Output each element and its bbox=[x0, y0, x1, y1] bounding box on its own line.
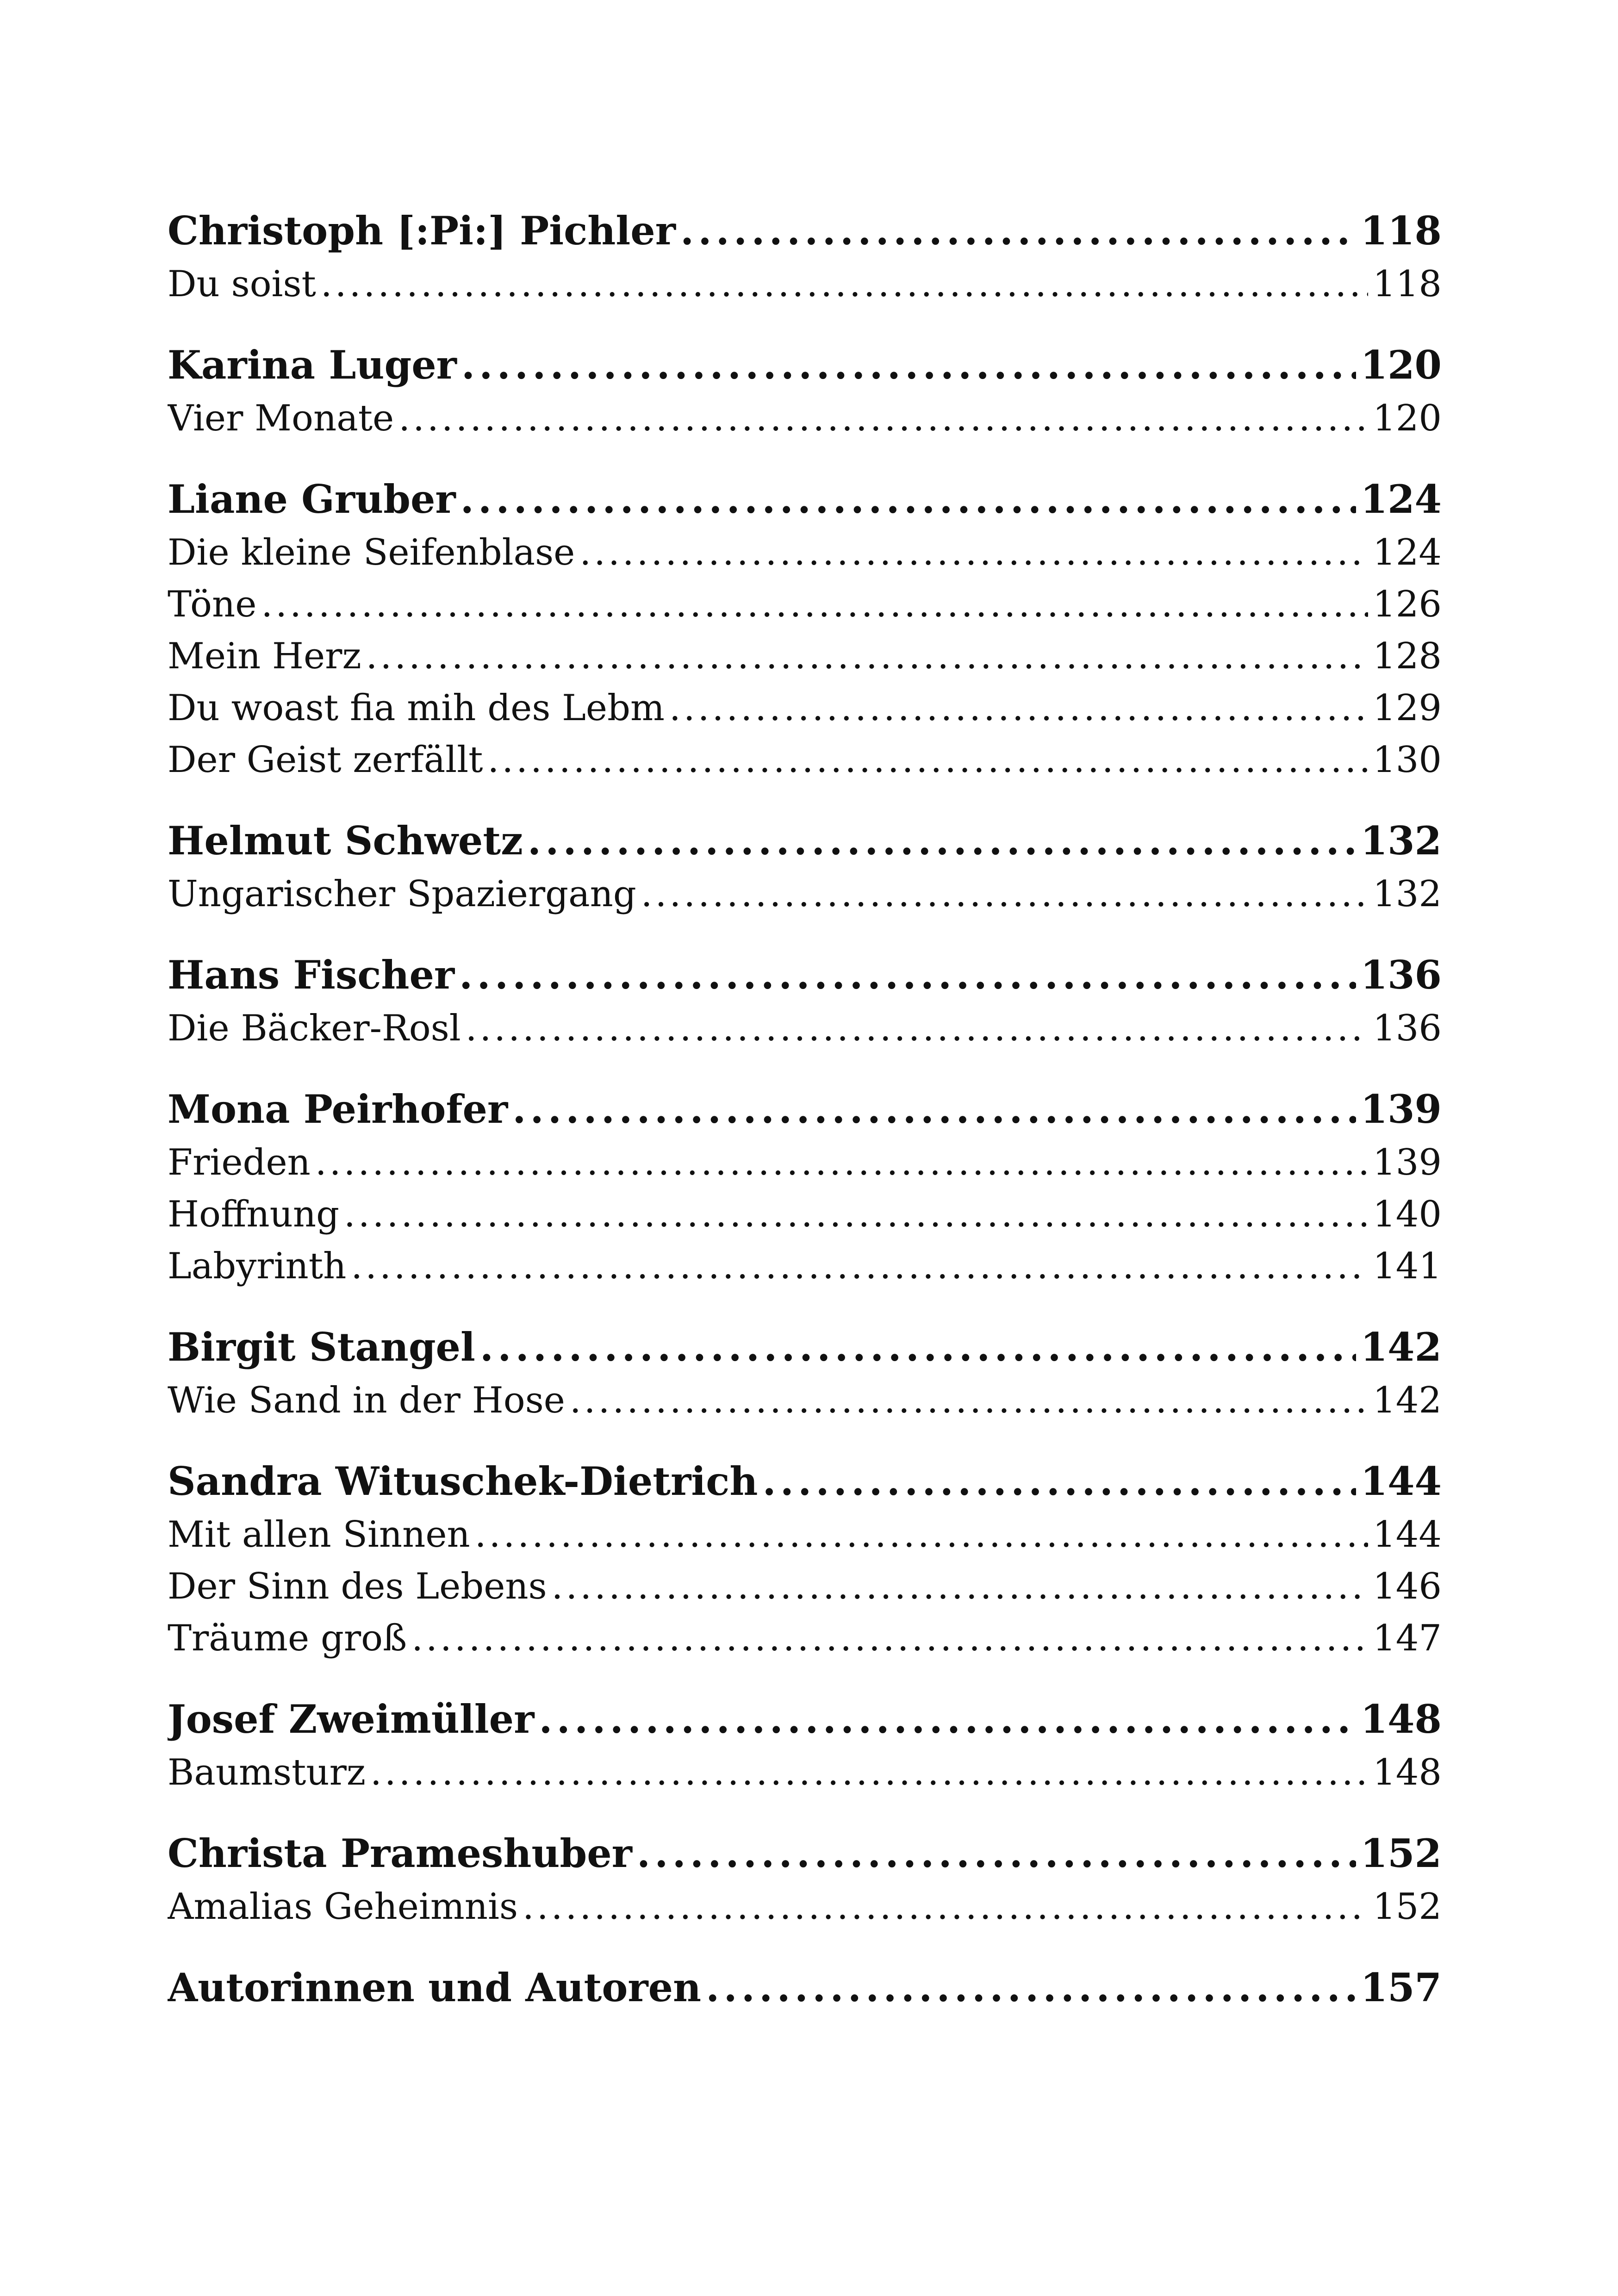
toc-work-entry[interactable] bbox=[168, 1137, 1442, 1188]
work-page-number: 128 bbox=[1373, 635, 1442, 677]
work-title: Du soist bbox=[168, 263, 316, 305]
toc-author-entry[interactable] bbox=[168, 1960, 1442, 2015]
author-name: Christoph [:Pi:] Pichler bbox=[168, 208, 676, 254]
work-title: Vier Monate bbox=[168, 398, 394, 439]
toc-work-entry[interactable] bbox=[168, 1509, 1442, 1561]
dot-leader bbox=[315, 1137, 1368, 1188]
work-title: Die kleine Seifenblase bbox=[168, 532, 575, 573]
author-page-number: 132 bbox=[1360, 818, 1442, 864]
dot-leader bbox=[680, 204, 1356, 258]
work-title: Baumsturz bbox=[168, 1752, 366, 1793]
dot-leader bbox=[351, 1240, 1368, 1292]
dot-leader bbox=[512, 1082, 1356, 1137]
author-name: Christa Prameshuber bbox=[168, 1830, 632, 1876]
author-page-number: 152 bbox=[1360, 1830, 1442, 1876]
toc-section bbox=[168, 1454, 1442, 1664]
toc-work-entry[interactable] bbox=[168, 258, 1442, 310]
work-page-number: 118 bbox=[1373, 263, 1442, 305]
work-title: Die Bäcker-Rosl bbox=[168, 1008, 461, 1049]
work-page-number: 132 bbox=[1373, 873, 1442, 915]
toc-work-entry[interactable] bbox=[168, 1747, 1442, 1798]
work-title: Wie Sand in der Hose bbox=[168, 1380, 565, 1421]
toc-work-entry[interactable] bbox=[168, 1240, 1442, 1292]
dot-leader bbox=[475, 1509, 1368, 1561]
work-page-number: 126 bbox=[1373, 584, 1442, 625]
toc-author-entry[interactable] bbox=[168, 1082, 1442, 1137]
work-page-number: 140 bbox=[1373, 1194, 1442, 1235]
work-title: Töne bbox=[168, 584, 257, 625]
work-title: Ungarischer Spaziergang bbox=[168, 873, 636, 915]
toc-section bbox=[168, 1826, 1442, 1933]
dot-leader bbox=[370, 1747, 1368, 1798]
toc-work-entry[interactable] bbox=[168, 1002, 1442, 1054]
toc-author-entry[interactable] bbox=[168, 1320, 1442, 1375]
author-name: Hans Fischer bbox=[168, 952, 455, 998]
toc-section bbox=[168, 1320, 1442, 1426]
dot-leader bbox=[641, 868, 1368, 920]
author-name: Liane Gruber bbox=[168, 476, 456, 522]
toc-section bbox=[168, 814, 1442, 920]
author-name: Mona Peirhofer bbox=[168, 1086, 508, 1132]
author-page-number: 124 bbox=[1360, 476, 1442, 522]
dot-leader bbox=[579, 527, 1368, 579]
toc-author-entry[interactable] bbox=[168, 948, 1442, 1002]
work-title: Träume groß bbox=[168, 1618, 407, 1659]
dot-leader bbox=[459, 948, 1356, 1002]
author-name: Autorinnen und Autoren bbox=[168, 1965, 702, 2010]
dot-leader bbox=[261, 579, 1368, 630]
toc-section bbox=[168, 1082, 1442, 1292]
work-title: Der Sinn des Lebens bbox=[168, 1566, 547, 1607]
toc-section bbox=[168, 472, 1442, 786]
table-of-contents bbox=[168, 204, 1442, 2015]
dot-leader bbox=[552, 1561, 1368, 1612]
work-page-number: 120 bbox=[1373, 398, 1442, 439]
dot-leader bbox=[480, 1320, 1356, 1375]
work-title: Du woast fia mih des Lebm bbox=[168, 687, 665, 729]
work-title: Labyrinth bbox=[168, 1245, 347, 1287]
author-name: Karina Luger bbox=[168, 342, 457, 388]
toc-author-entry[interactable] bbox=[168, 338, 1442, 392]
toc-work-entry[interactable] bbox=[168, 1881, 1442, 1933]
work-page-number: 142 bbox=[1373, 1380, 1442, 1421]
toc-work-entry[interactable] bbox=[168, 1561, 1442, 1612]
dot-leader bbox=[539, 1692, 1356, 1747]
toc-author-entry[interactable] bbox=[168, 1826, 1442, 1881]
toc-author-entry[interactable] bbox=[168, 1692, 1442, 1747]
toc-work-entry[interactable] bbox=[168, 392, 1442, 444]
author-page-number: 136 bbox=[1360, 952, 1442, 998]
toc-section bbox=[168, 338, 1442, 444]
dot-leader bbox=[488, 734, 1369, 786]
author-page-number: 144 bbox=[1360, 1458, 1442, 1504]
work-title: Mit allen Sinnen bbox=[168, 1514, 470, 1556]
work-title: Frieden bbox=[168, 1142, 311, 1183]
toc-work-entry[interactable] bbox=[168, 1188, 1442, 1240]
dot-leader bbox=[528, 814, 1356, 868]
dot-leader bbox=[461, 472, 1356, 527]
work-page-number: 136 bbox=[1373, 1008, 1442, 1049]
toc-section bbox=[168, 948, 1442, 1054]
author-page-number: 118 bbox=[1360, 208, 1442, 254]
work-title: Hoffnung bbox=[168, 1194, 340, 1235]
toc-section bbox=[168, 204, 1442, 310]
work-page-number: 124 bbox=[1373, 532, 1442, 573]
work-page-number: 139 bbox=[1373, 1142, 1442, 1183]
work-page-number: 144 bbox=[1373, 1514, 1442, 1556]
dot-leader bbox=[398, 392, 1368, 444]
dot-leader bbox=[762, 1454, 1356, 1509]
work-title: Amalias Geheimnis bbox=[168, 1886, 518, 1928]
dot-leader bbox=[637, 1826, 1356, 1881]
dot-leader bbox=[523, 1881, 1368, 1933]
author-page-number: 157 bbox=[1360, 1965, 1442, 2010]
toc-author-entry[interactable] bbox=[168, 814, 1442, 868]
work-page-number: 152 bbox=[1373, 1886, 1442, 1928]
dot-leader bbox=[344, 1188, 1368, 1240]
toc-work-entry[interactable] bbox=[168, 1375, 1442, 1426]
dot-leader bbox=[366, 630, 1369, 682]
work-title: Mein Herz bbox=[168, 635, 361, 677]
author-page-number: 120 bbox=[1360, 342, 1442, 388]
author-page-number: 148 bbox=[1360, 1696, 1442, 1742]
dot-leader bbox=[466, 1002, 1368, 1054]
toc-work-entry[interactable] bbox=[168, 1612, 1442, 1664]
toc-work-entry[interactable] bbox=[168, 734, 1442, 786]
toc-section bbox=[168, 1692, 1442, 1798]
toc-author-entry[interactable] bbox=[168, 1454, 1442, 1509]
dot-leader bbox=[706, 1960, 1356, 2015]
work-title: Der Geist zerfällt bbox=[168, 739, 483, 781]
toc-work-entry[interactable] bbox=[168, 527, 1442, 579]
toc-work-entry[interactable] bbox=[168, 682, 1442, 734]
work-page-number: 146 bbox=[1373, 1566, 1442, 1607]
dot-leader bbox=[461, 338, 1356, 392]
toc-work-entry[interactable] bbox=[168, 579, 1442, 630]
work-page-number: 147 bbox=[1373, 1618, 1442, 1659]
dot-leader bbox=[570, 1375, 1368, 1426]
author-name: Birgit Stangel bbox=[168, 1324, 475, 1370]
author-name: Helmut Schwetz bbox=[168, 818, 523, 864]
work-page-number: 148 bbox=[1373, 1752, 1442, 1793]
toc-author-entry[interactable] bbox=[168, 204, 1442, 258]
dot-leader bbox=[669, 682, 1368, 734]
author-page-number: 139 bbox=[1360, 1086, 1442, 1132]
toc-work-entry[interactable] bbox=[168, 868, 1442, 920]
author-name: Josef Zweimüller bbox=[168, 1696, 535, 1742]
work-page-number: 141 bbox=[1373, 1245, 1442, 1287]
dot-leader bbox=[321, 258, 1368, 310]
work-page-number: 130 bbox=[1373, 739, 1442, 781]
toc-work-entry[interactable] bbox=[168, 630, 1442, 682]
toc-author-entry[interactable] bbox=[168, 472, 1442, 527]
dot-leader bbox=[411, 1612, 1368, 1664]
author-page-number: 142 bbox=[1360, 1324, 1442, 1370]
author-name: Sandra Wituschek-Dietrich bbox=[168, 1458, 758, 1504]
work-page-number: 129 bbox=[1373, 687, 1442, 729]
toc-section bbox=[168, 1960, 1442, 2015]
